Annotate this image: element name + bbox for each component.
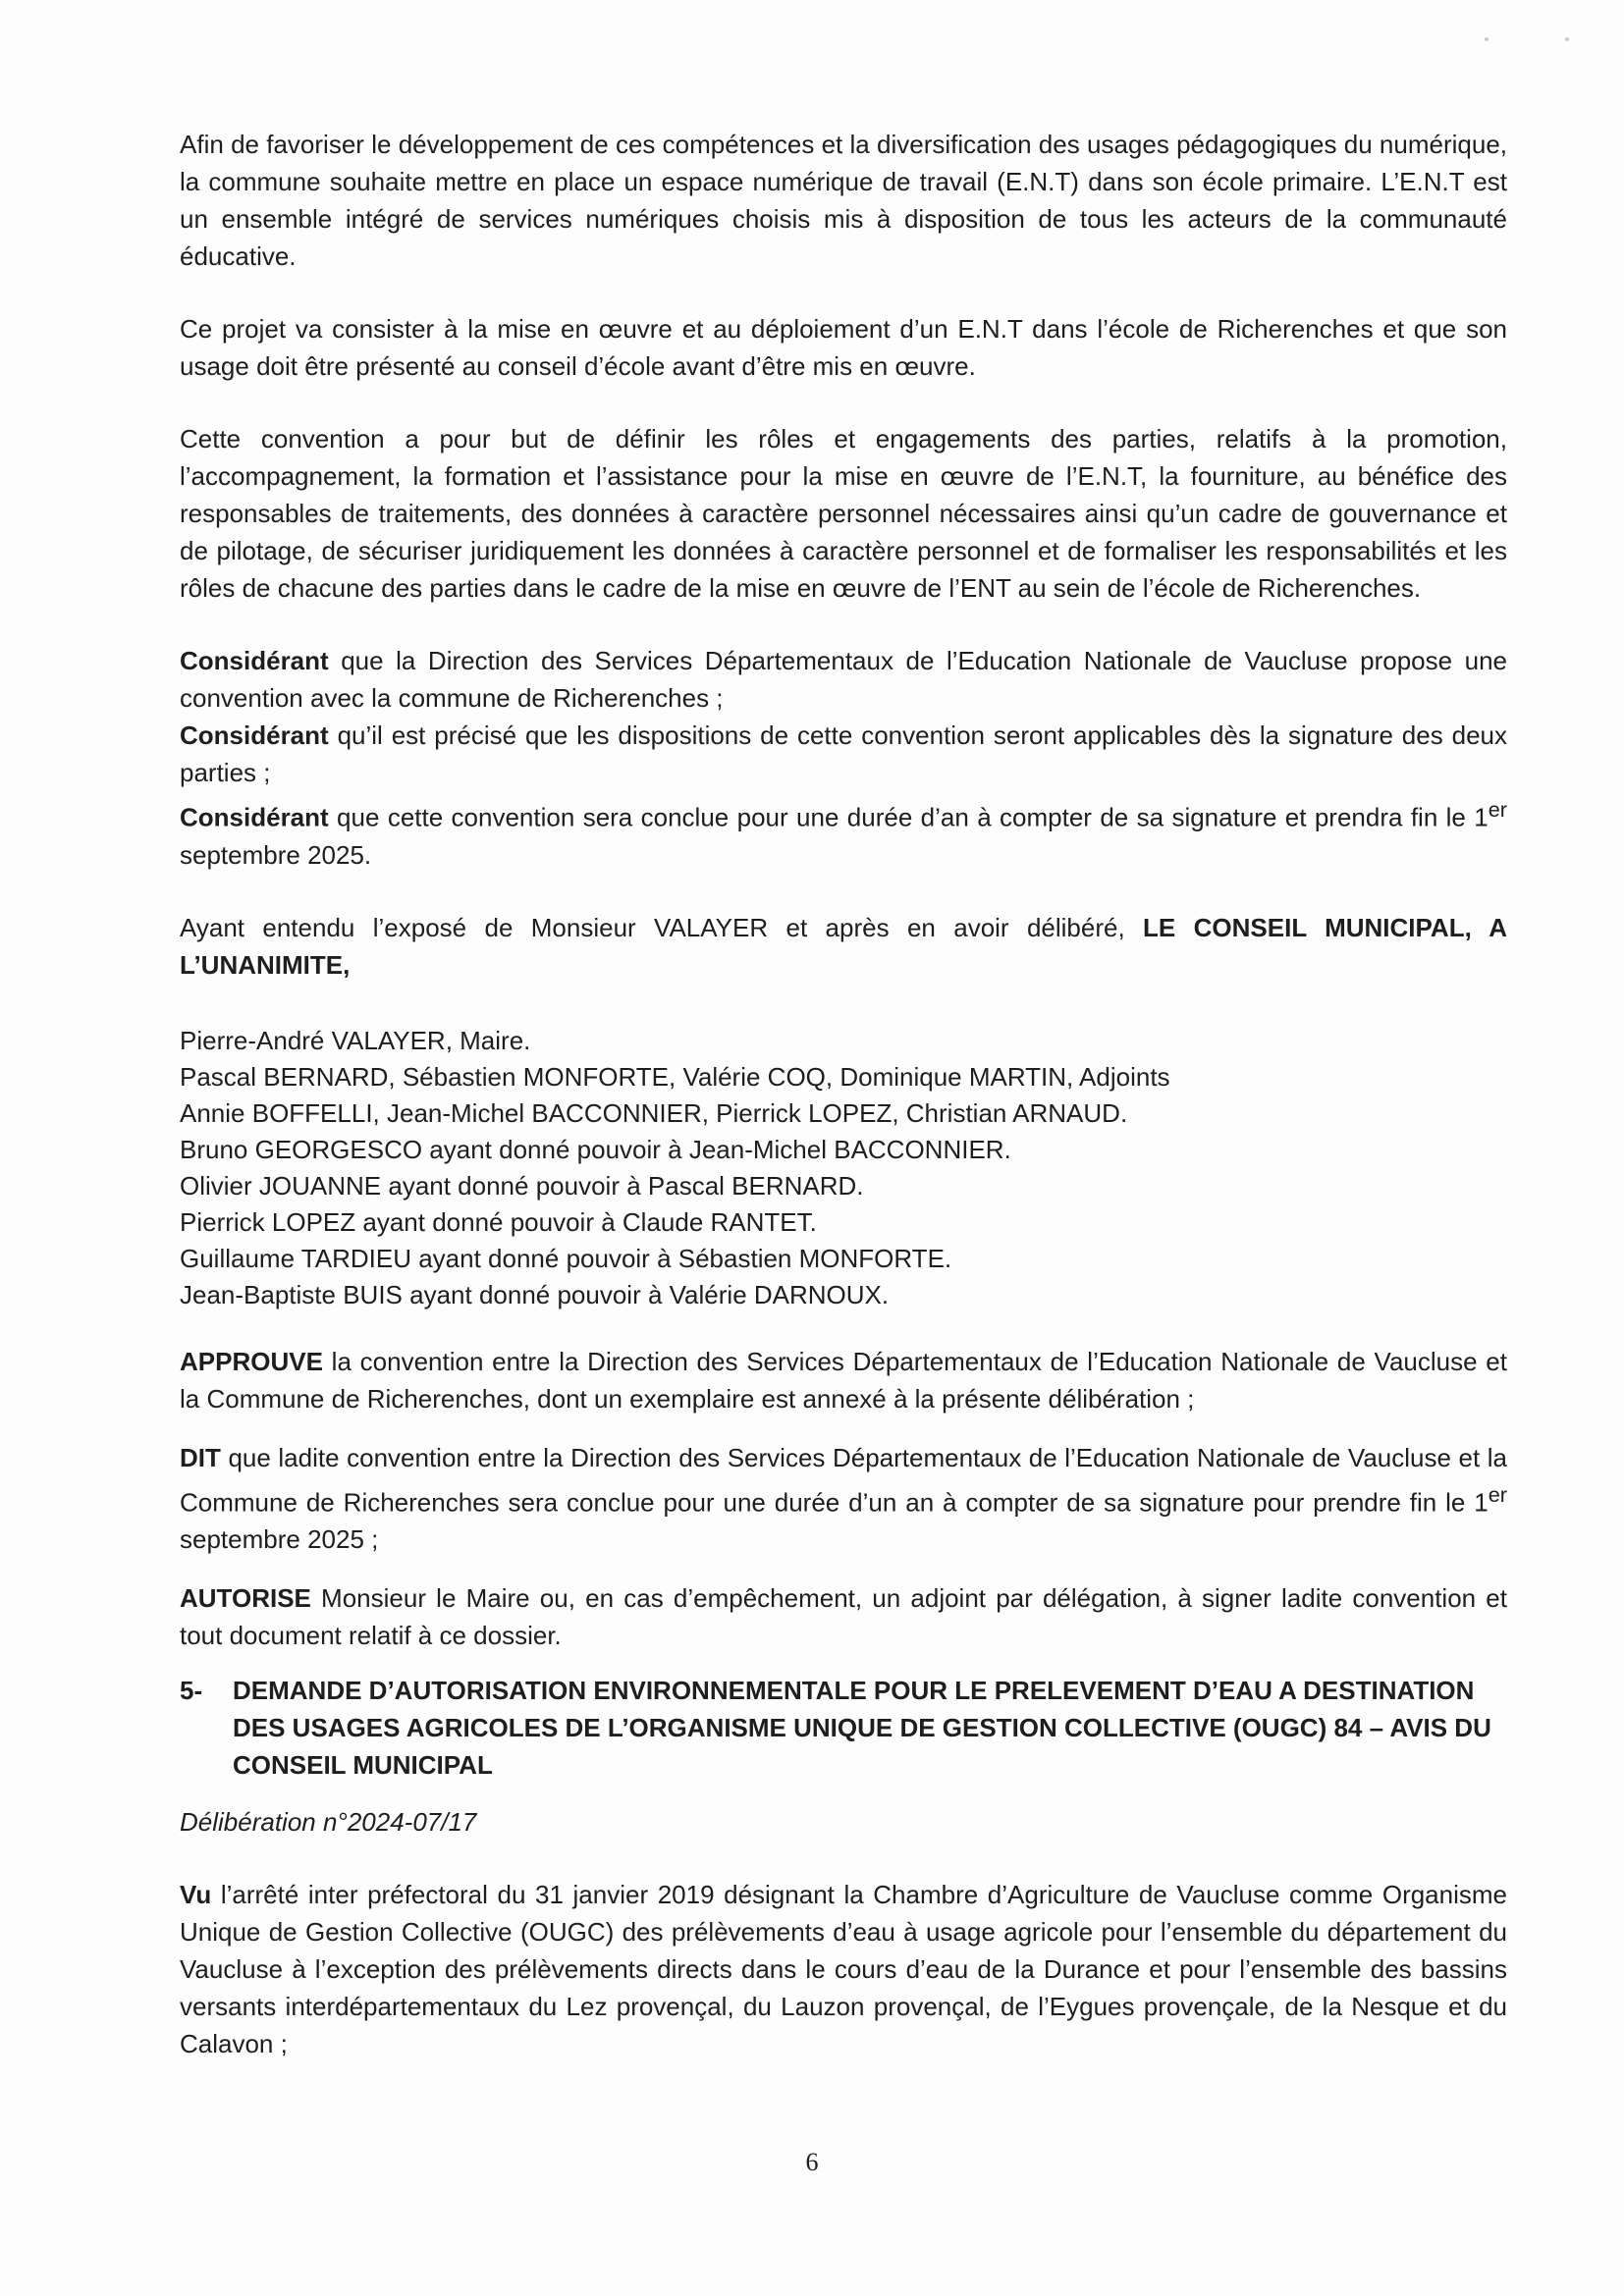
considerant-text: que la Direction des Services Départementaux de l’Education Nationale de Vaucluse propose une convention avec la commune de Richerenches ; <box>180 646 1507 713</box>
member-line: Pierrick LOPEZ ayant donné pouvoir à Claude RANTET. <box>180 1206 817 1237</box>
member-line: Pierre-André VALAYER, Maire. <box>180 1025 531 1055</box>
intro-paragraph-1: Afin de favoriser le développement de ces compétences et la diversification des usages pédagogiques du numérique, la commune souhaite mettre en place un espace numérique de travail (E.N.T) dans son école primaire. L’E.N.T est un ensemble intégré de services numériques choisis mis à disposition de tous les acteurs de la communauté éducative. <box>180 130 1507 271</box>
member-line: Pascal BERNARD, Sébastien MONFORTE, Valérie COQ, Dominique MARTIN, Adjoints <box>180 1061 1170 1092</box>
member-line: Jean-Baptiste BUIS ayant donné pouvoir à Valérie DARNOUX. <box>180 1279 890 1309</box>
vu-keyword: Vu <box>180 1880 212 1910</box>
dit-text: que ladite convention entre la Direction des Services Départementaux de l’Education Nationale de Vaucluse et la Commune de Richerenches sera conclue pour une durée d’un an à compter de sa signature pour prendre fin le 1 <box>180 1442 1507 1518</box>
considerant-text: septembre 2025. <box>180 839 372 870</box>
approuve-paragraph <box>180 1343 1507 1417</box>
conseil-unanimite: LE CONSEIL MUNICIPAL, A L’UNANIMITE, <box>180 912 1507 980</box>
members-list <box>180 1023 1507 1313</box>
considerant-text: que cette convention sera conclue pour une durée d’an à compter de sa signature et prendra fin le 1 <box>328 802 1489 832</box>
member-line: Annie BOFFELLI, Jean-Michel BACCONNIER, Pierrick LOPEZ, Christian ARNAUD. <box>180 1097 1128 1128</box>
dit-paragraph <box>180 1439 1507 1559</box>
page-content <box>180 126 1507 2062</box>
vu-text: l’arrêté inter préfectoral du 31 janvier 2019 désignant la Chambre d’Agriculture de Vaucluse comme Organisme Unique de Gestion Collective (OUGC) des prélèvements d’eau à usage agricole pour l’ensemble du département du Vaucluse à l’exception des prélèvements directs dans le cours d’eau de la Durance et pour l’ensemble des bassins versants interdépartementaux du Lez provençal, du Lauzon provençal, de l’Eygues provençale, de la Nesque et du Calavon ; <box>180 1880 1507 2059</box>
member-line: Guillaume TARDIEU ayant donné pouvoir à Sébastien MONFORTE. <box>180 1243 952 1273</box>
considerant-keyword: Considérant <box>180 802 329 832</box>
deliberation-number: Délibération n°2024-07/17 <box>180 1807 477 1838</box>
considerant-keyword: Considérant <box>180 721 329 750</box>
considerant-text: qu’il est précisé que les dispositions de cette convention seront applicables dès la signature des deux parties ; <box>180 721 1507 787</box>
intro-paragraph-2: Ce projet va consister à la mise en œuvre et au déploiement d’un E.N.T dans l’école de Richerenches et que son usage doit être présenté au conseil d’école avant d’être mis en œuvre. <box>180 314 1507 381</box>
member-line: Bruno GEORGESCO ayant donné pouvoir à Jean-Michel BACCONNIER. <box>180 1134 1011 1164</box>
scan-speck <box>1485 37 1489 41</box>
autorise-text: Monsieur le Maire ou, en cas d’empêchement, un adjoint par délégation, à signer ladite convention et tout document relatif à ce dossier. <box>180 1583 1507 1651</box>
autorise-keyword: AUTORISE <box>180 1583 311 1614</box>
expose-text: Ayant entendu l’exposé de Monsieur VALAYER et après en avoir délibéré, <box>180 912 1144 942</box>
page-number: 6 <box>805 2148 819 2176</box>
dit-text: septembre 2025 ; <box>180 1524 379 1555</box>
expose-paragraph <box>180 909 1507 984</box>
superscript: er <box>1488 797 1507 822</box>
superscript: er <box>1488 1481 1507 1507</box>
scan-speck <box>1565 37 1569 41</box>
considerant-keyword: Considérant <box>180 646 329 675</box>
considerant-3 <box>180 791 1507 874</box>
section-number: 5- <box>180 1676 203 1706</box>
vu-paragraph <box>180 1876 1507 2062</box>
considerant-2 <box>180 717 1507 791</box>
dit-keyword: DIT <box>180 1442 221 1472</box>
intro-paragraph-3: Cette convention a pour but de définir les rôles et engagements des parties, relatifs à la promotion, l’accompagnement, la formation et l’assistance pour la mise en œuvre de l’E.N.T, la fourniture, au bénéfice des responsables de traitements, des données à caractère personnel nécessaires ainsi qu’un cadre de gouvernance et de pilotage, de sécuriser juridiquement les données à caractère personnel et de formaliser les responsabilités et les rôles de chacune des parties dans le cadre de la mise en œuvre de l’ENT au sein de l’école de Richerenches. <box>180 424 1507 603</box>
autorise-paragraph <box>180 1579 1507 1654</box>
considerants-block <box>180 642 1507 874</box>
approuve-text: la convention entre la Direction des Services Départementaux de l’Education Nationale de Vaucluse et la Commune de Richerenches, dont un exemplaire est annexé à la présente délibération ; <box>180 1346 1507 1414</box>
approuve-keyword: APPROUVE <box>180 1346 323 1376</box>
member-line: Olivier JOUANNE ayant donné pouvoir à Pascal BERNARD. <box>180 1170 864 1201</box>
considerant-1 <box>180 642 1507 717</box>
section-5-heading <box>180 1672 1507 1784</box>
section-title: DEMANDE D’AUTORISATION ENVIRONNEMENTALE POUR LE PRELEVEMENT D’EAU A DESTINATION DES USAGES AGRICOLES DE L’ORGANISME UNIQUE DE GESTION COLLECTIVE (OUGC) 84 – AVIS DU CONSEIL MUNICIPAL <box>233 1676 1491 1781</box>
